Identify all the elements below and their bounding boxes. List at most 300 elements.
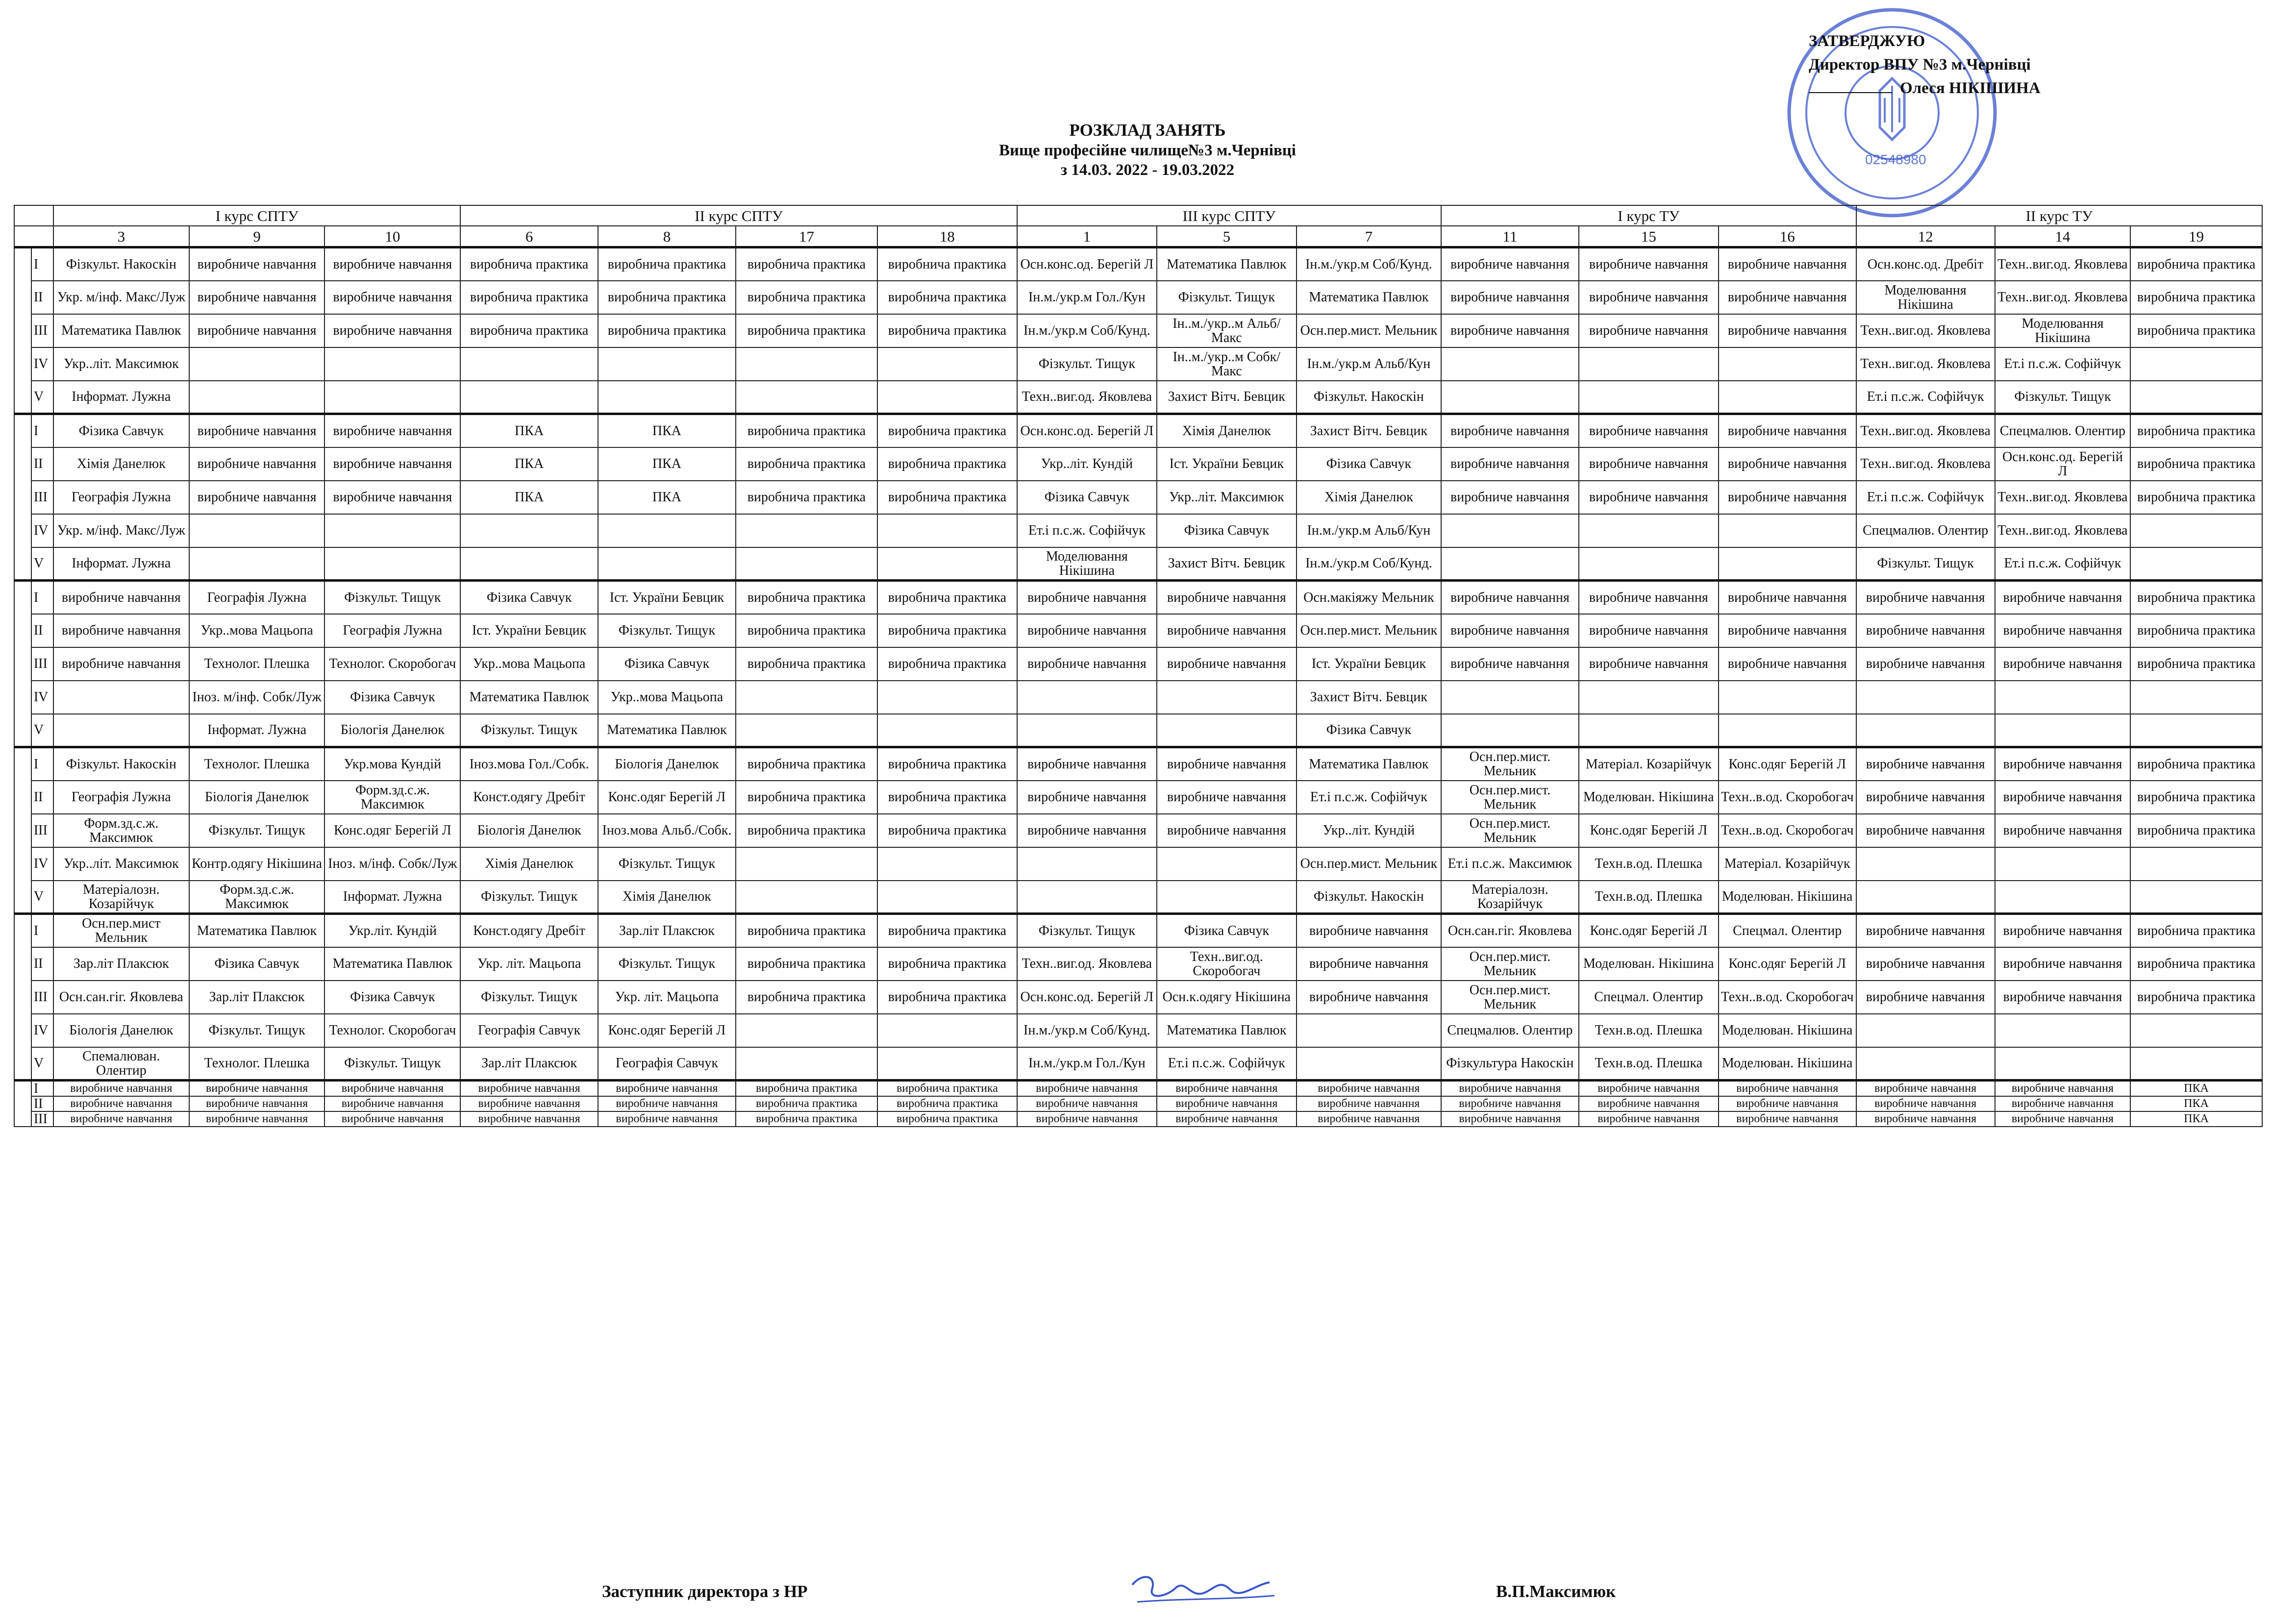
lesson-cell: виробниче навчання <box>324 1081 460 1097</box>
lesson-row <box>14 381 2262 414</box>
lesson-cell <box>324 381 460 414</box>
lesson-cell: Фізика Савчук <box>1297 714 1441 747</box>
approval-director: Директор ВПУ №3 м.Чернівці <box>1809 56 2031 74</box>
lesson-cell <box>1995 847 2131 881</box>
lesson-cell: Спецмал. Олентир <box>1579 981 1719 1014</box>
lesson-cell: виробнича практика <box>877 1111 1017 1127</box>
lesson-cell: виробниче навчання <box>1297 1111 1441 1127</box>
period-number: V <box>31 1047 53 1081</box>
lesson-row <box>14 947 2262 981</box>
period-number: ІІ <box>31 947 53 981</box>
lesson-cell: виробниче навчання <box>1719 314 1856 347</box>
lesson-cell: виробниче навчання <box>1017 1111 1157 1127</box>
lesson-cell: Інформат. Лужна <box>324 881 460 914</box>
course-header: І курс ТУ <box>1441 205 1856 226</box>
lesson-cell <box>1995 681 2131 714</box>
approval-block <box>1809 29 2250 100</box>
lesson-cell <box>736 347 877 381</box>
lesson-cell: виробнича практика <box>460 247 598 281</box>
lesson-cell: Техн..виг.од. Яковлева <box>1995 481 2131 514</box>
lesson-cell: виробниче навчання <box>189 247 325 281</box>
lesson-cell: Фізкульт. Тищук <box>460 881 598 914</box>
lesson-cell <box>53 714 189 747</box>
lesson-cell: Техн..виг.од. Яковлева <box>1995 281 2131 314</box>
lesson-cell <box>1441 347 1579 381</box>
lesson-cell: ПКА <box>460 481 598 514</box>
lesson-cell: Конс.одяг Берегій Л <box>598 781 736 814</box>
lesson-cell: Фізкульт. Тищук <box>1995 381 2131 414</box>
lesson-cell: Біологія Данелюк <box>598 747 736 781</box>
lesson-row <box>14 981 2262 1014</box>
svg-text:02548980: 02548980 <box>1865 152 1926 167</box>
lesson-cell: виробниче навчання <box>1719 1096 1856 1111</box>
lesson-cell: виробниче навчання <box>1441 1081 1579 1097</box>
lesson-row <box>14 481 2262 514</box>
lesson-cell: виробниче навчання <box>598 1111 736 1127</box>
lesson-cell <box>877 681 1017 714</box>
lesson-cell: Фізкульт. Тищук <box>324 581 460 614</box>
lesson-row <box>14 1081 2262 1097</box>
lesson-cell: Інформат. Лужна <box>189 714 325 747</box>
lesson-cell: Хімія Данелюк <box>460 847 598 881</box>
lesson-cell: Біологія Данелюк <box>53 1014 189 1047</box>
lesson-cell: Техн..виг.од. Яковлева <box>1995 514 2131 547</box>
lesson-cell: Зар.літ Плаксюк <box>598 914 736 947</box>
lesson-cell: Географія Лужна <box>189 581 325 614</box>
lesson-cell: виробниче навчання <box>1995 647 2131 681</box>
lesson-cell: Моделюван. Нікішина <box>1719 1047 1856 1081</box>
lesson-cell: Фізкульт. Накоскін <box>53 747 189 781</box>
lesson-cell: виробниче навчання <box>1441 414 1579 447</box>
lesson-cell: Біологія Данелюк <box>189 781 325 814</box>
lesson-cell: Укр. літ. Мацьопа <box>460 947 598 981</box>
lesson-cell: виробниче навчання <box>1297 914 1441 947</box>
period-number: ІІІ <box>31 814 53 847</box>
lesson-cell: виробниче навчання <box>1719 1111 1856 1127</box>
lesson-cell: Фізкульт. Тищук <box>460 714 598 747</box>
lesson-cell: Осн.пер.мист. Мельник <box>1297 847 1441 881</box>
lesson-cell <box>1579 547 1719 581</box>
lesson-cell: Моделювання Нікішина <box>1856 281 1995 314</box>
lesson-cell: Конст.одягу Дребіт <box>460 914 598 947</box>
lesson-cell <box>189 514 325 547</box>
lesson-cell: Техн..в.од. Скоробогач <box>1719 814 1856 847</box>
lesson-cell <box>877 347 1017 381</box>
lesson-cell <box>1157 681 1297 714</box>
lesson-cell: виробниче навчання <box>1441 1096 1579 1111</box>
lesson-cell: Математика Павлюк <box>189 914 325 947</box>
lesson-cell <box>2130 381 2262 414</box>
lesson-cell: Біологія Данелюк <box>460 814 598 847</box>
period-number: ІV <box>31 681 53 714</box>
period-number: І <box>31 581 53 614</box>
lesson-cell: Конс.одяг Берегій Л <box>598 1014 736 1047</box>
group-number: 16 <box>1719 226 1856 247</box>
lesson-cell: Осн.к.одягу Нікішина <box>1157 981 1297 1014</box>
lesson-cell: виробниче навчання <box>1719 247 1856 281</box>
lesson-cell: виробниче навчання <box>1157 781 1297 814</box>
lesson-cell: Ін.м./укр.м Соб/Кунд. <box>1017 314 1157 347</box>
lesson-row <box>14 581 2262 614</box>
lesson-cell: Ет.і п.с.ж. Софійчук <box>1157 1047 1297 1081</box>
lesson-cell: виробниче навчання <box>189 281 325 314</box>
lesson-cell: виробнича практика <box>877 781 1017 814</box>
lesson-cell: виробниче навчання <box>1017 647 1157 681</box>
lesson-cell <box>736 514 877 547</box>
lesson-cell: виробниче навчання <box>324 314 460 347</box>
lesson-cell <box>1856 681 1995 714</box>
period-number: ІІІ <box>31 314 53 347</box>
lesson-cell: виробниче навчання <box>1441 247 1579 281</box>
lesson-cell: Техн..виг.од. Скоробогач <box>1157 947 1297 981</box>
lesson-cell <box>1441 681 1579 714</box>
lesson-cell <box>877 514 1017 547</box>
lesson-cell: Форм.зд.с.ж. Максимюк <box>324 781 460 814</box>
lesson-cell: виробниче навчання <box>1579 1111 1719 1127</box>
lesson-cell: Математика Павлюк <box>324 947 460 981</box>
lesson-cell: виробниче навчання <box>1856 1096 1995 1111</box>
lesson-cell: виробнича практика <box>460 281 598 314</box>
lesson-cell: Географія Лужна <box>53 481 189 514</box>
lesson-cell: виробниче навчання <box>324 447 460 481</box>
lesson-cell: Захист Вітч. Бевцик <box>1157 381 1297 414</box>
lesson-row <box>14 1014 2262 1047</box>
period-number: І <box>31 747 53 781</box>
lesson-cell: виробниче навчання <box>1995 747 2131 781</box>
lesson-cell <box>598 514 736 547</box>
lesson-cell: виробнича практика <box>598 314 736 347</box>
lesson-cell: виробниче навчання <box>460 1081 598 1097</box>
lesson-cell: Фізкульт. Тищук <box>1856 547 1995 581</box>
lesson-cell: Інформат. Лужна <box>53 381 189 414</box>
lesson-cell: виробнича практика <box>736 1081 877 1097</box>
lesson-cell: Осн.конс.од. Берегій Л <box>1017 414 1157 447</box>
lesson-cell: Математика Павлюк <box>1157 247 1297 281</box>
period-number: ІV <box>31 514 53 547</box>
lesson-cell: виробнича практика <box>2130 914 2262 947</box>
period-number: ІІ <box>31 281 53 314</box>
course-header: І курс СПТУ <box>53 205 460 226</box>
lesson-cell: Техн.в.од. Плешка <box>1579 847 1719 881</box>
schedule-table <box>14 205 2263 1127</box>
lesson-row <box>14 881 2262 914</box>
lesson-cell <box>1856 714 1995 747</box>
lesson-cell: виробниче навчання <box>1719 414 1856 447</box>
period-number: ІV <box>31 1014 53 1047</box>
lesson-cell <box>1856 847 1995 881</box>
lesson-cell: виробнича практика <box>598 247 736 281</box>
lesson-row <box>14 647 2262 681</box>
lesson-cell: Укр. літ. Мацьопа <box>598 981 736 1014</box>
lesson-cell: Захист Вітч. Бевцик <box>1157 547 1297 581</box>
lesson-cell: Фізика Савчук <box>189 947 325 981</box>
lesson-cell <box>877 547 1017 581</box>
lesson-cell: Осн.конс.од. Дребіт <box>1856 247 1995 281</box>
lesson-cell <box>736 1014 877 1047</box>
group-number: 8 <box>598 226 736 247</box>
lesson-cell: Хімія Данелюк <box>598 881 736 914</box>
lesson-cell: Укр..літ. Кундій <box>1297 814 1441 847</box>
lesson-cell: Фізкульт. Тищук <box>189 814 325 847</box>
lesson-cell: виробниче навчання <box>1297 1096 1441 1111</box>
lesson-cell: ПКА <box>598 414 736 447</box>
day-label <box>14 747 31 914</box>
lesson-cell: виробниче навчання <box>1157 1081 1297 1097</box>
lesson-cell: виробнича практика <box>598 281 736 314</box>
lesson-cell <box>877 381 1017 414</box>
lesson-cell: виробниче навчання <box>53 1111 189 1127</box>
lesson-cell: Моделюван. Нікішина <box>1719 881 1856 914</box>
group-number: 6 <box>460 226 598 247</box>
lesson-cell: виробниче навчання <box>1017 781 1157 814</box>
lesson-cell: виробниче навчання <box>1995 914 2131 947</box>
lesson-cell: Техн..виг.од. Яковлева <box>1017 381 1157 414</box>
lesson-cell: Ет.і п.с.ж. Софійчук <box>1297 781 1441 814</box>
lesson-cell: ПКА <box>598 447 736 481</box>
lesson-cell <box>460 347 598 381</box>
lesson-cell: виробниче навчання <box>1995 1081 2131 1097</box>
lesson-cell: виробниче навчання <box>53 614 189 647</box>
lesson-cell: виробнича практика <box>736 581 877 614</box>
lesson-cell: Спемалюван. Олентир <box>53 1047 189 1081</box>
lesson-cell: виробниче навчання <box>1579 647 1719 681</box>
lesson-cell <box>1719 681 1856 714</box>
lesson-cell: Укр..літ. Кундій <box>1017 447 1157 481</box>
lesson-cell: Фізкульт. Тищук <box>1157 281 1297 314</box>
lesson-cell: Осн.пер.мист. Мельник <box>1441 947 1579 981</box>
lesson-cell: виробнича практика <box>736 947 877 981</box>
lesson-cell <box>877 1047 1017 1081</box>
lesson-cell <box>2130 681 2262 714</box>
lesson-cell: виробниче навчання <box>53 647 189 681</box>
lesson-cell: виробниче навчання <box>1995 947 2131 981</box>
lesson-cell: Спецмалюв. Олентир <box>1441 1014 1579 1047</box>
day-label <box>14 414 31 581</box>
lesson-cell: виробниче навчання <box>1157 1111 1297 1127</box>
lesson-cell: Географія Лужна <box>324 614 460 647</box>
lesson-cell: виробнича практика <box>2130 781 2262 814</box>
lesson-cell <box>1856 1047 1995 1081</box>
lesson-cell: Ет.і п.с.ж. Софійчук <box>1856 481 1995 514</box>
lesson-cell <box>736 1047 877 1081</box>
lesson-cell <box>1017 847 1157 881</box>
lesson-row <box>14 814 2262 847</box>
lesson-cell: Осн.макіяжу Мельник <box>1297 581 1441 614</box>
lesson-cell: ПКА <box>460 447 598 481</box>
period-number: ІІІ <box>31 981 53 1014</box>
lesson-cell <box>189 381 325 414</box>
lesson-cell <box>1297 1014 1441 1047</box>
lesson-row <box>14 347 2262 381</box>
lesson-cell <box>1719 547 1856 581</box>
lesson-cell: виробниче навчання <box>324 1111 460 1127</box>
lesson-cell: виробниче навчання <box>189 481 325 514</box>
lesson-cell <box>189 347 325 381</box>
lesson-cell: виробнича практика <box>2130 981 2262 1014</box>
lesson-cell: Хімія Данелюк <box>53 447 189 481</box>
lesson-cell: Математика Павлюк <box>460 681 598 714</box>
lesson-cell: виробнича практика <box>2130 814 2262 847</box>
lesson-cell: Техн.в.од. Плешка <box>1579 1014 1719 1047</box>
lesson-cell: ПКА <box>2130 1111 2262 1127</box>
lesson-cell: виробниче навчання <box>1995 814 2131 847</box>
lesson-cell: Фізкульт. Тищук <box>324 1047 460 1081</box>
lesson-cell: Укр.мова Кундій <box>324 747 460 781</box>
lesson-cell: виробнича практика <box>2130 314 2262 347</box>
lesson-cell: виробниче навчання <box>1297 947 1441 981</box>
period-number: ІІІ <box>31 481 53 514</box>
lesson-cell <box>736 714 877 747</box>
lesson-cell: Фізика Савчук <box>1157 914 1297 947</box>
lesson-cell: Фізкульт. Накоскін <box>1297 881 1441 914</box>
period-number: V <box>31 547 53 581</box>
lesson-cell <box>598 347 736 381</box>
group-number: 19 <box>2130 226 2262 247</box>
course-header: ІІІ курс СПТУ <box>1017 205 1441 226</box>
lesson-cell: виробниче навчання <box>1157 814 1297 847</box>
footer-position: Заступник директора з НР <box>602 1582 808 1601</box>
lesson-cell: виробниче навчання <box>1157 1096 1297 1111</box>
lesson-cell: Фізика Савчук <box>324 981 460 1014</box>
lesson-cell: виробнича практика <box>736 614 877 647</box>
group-number: 10 <box>324 226 460 247</box>
lesson-cell: виробниче навчання <box>189 314 325 347</box>
lesson-cell: Матеріал. Козарійчук <box>1579 747 1719 781</box>
lesson-cell: виробниче навчання <box>1579 447 1719 481</box>
group-number: 18 <box>877 226 1017 247</box>
lesson-cell: виробниче навчання <box>1017 747 1157 781</box>
lesson-cell: Осн.конс.од. Берегій Л <box>1017 247 1157 281</box>
period-number: ІІІ <box>31 1111 53 1127</box>
lesson-cell: Зар.літ Плаксюк <box>460 1047 598 1081</box>
lesson-cell: ПКА <box>2130 1096 2262 1111</box>
deputy-signature <box>1123 1570 1284 1609</box>
lesson-cell: Хімія Данелюк <box>1297 481 1441 514</box>
lesson-cell: Зар.літ Плаксюк <box>53 947 189 981</box>
title-main: РОЗКЛАД ЗАНЯТЬ <box>1069 121 1226 140</box>
lesson-cell <box>1719 714 1856 747</box>
lesson-cell: Фізкульт. Тищук <box>1017 914 1157 947</box>
lesson-cell: Фізкульт. Тищук <box>460 981 598 1014</box>
lesson-cell: Техн.в.од. Плешка <box>1579 1047 1719 1081</box>
lesson-row <box>14 447 2262 481</box>
lesson-cell: виробниче навчання <box>1157 747 1297 781</box>
lesson-cell <box>1297 1047 1441 1081</box>
lesson-cell: виробниче навчання <box>324 281 460 314</box>
lesson-cell: ПКА <box>2130 1081 2262 1097</box>
lesson-cell: виробниче навчання <box>1579 314 1719 347</box>
lesson-cell: Контр.одягу Нікішина <box>189 847 325 881</box>
lesson-cell: виробниче навчання <box>1579 281 1719 314</box>
period-number: V <box>31 381 53 414</box>
lesson-cell: Географія Лужна <box>53 781 189 814</box>
lesson-cell: Техн..виг.од. Яковлева <box>1856 347 1995 381</box>
lesson-cell: Захист Вітч. Бевцик <box>1297 414 1441 447</box>
lesson-cell: виробнича практика <box>736 747 877 781</box>
lesson-cell: виробниче навчання <box>1441 581 1579 614</box>
lesson-cell <box>1719 514 1856 547</box>
lesson-cell: Математика Павлюк <box>1297 747 1441 781</box>
lesson-cell: виробнича практика <box>877 314 1017 347</box>
lesson-row <box>14 781 2262 814</box>
lesson-cell: Біологія Данелюк <box>324 714 460 747</box>
lesson-cell <box>2130 881 2262 914</box>
lesson-cell: виробнича практика <box>877 481 1017 514</box>
lesson-cell: Укр..літ. Максимюк <box>53 347 189 381</box>
lesson-cell <box>2130 547 2262 581</box>
lesson-cell <box>736 881 877 914</box>
lesson-cell: виробнича практика <box>2130 614 2262 647</box>
lesson-cell: виробниче навчання <box>1017 581 1157 614</box>
lesson-cell: Зар.літ Плаксюк <box>189 981 325 1014</box>
lesson-cell <box>736 381 877 414</box>
lesson-cell: виробниче навчання <box>598 1096 736 1111</box>
lesson-cell: Географія Савчук <box>460 1014 598 1047</box>
lesson-cell: виробниче навчання <box>1579 1096 1719 1111</box>
lesson-cell <box>189 547 325 581</box>
lesson-row <box>14 1096 2262 1111</box>
lesson-cell <box>598 547 736 581</box>
period-number: V <box>31 714 53 747</box>
lesson-cell: виробниче навчання <box>1579 247 1719 281</box>
lesson-cell <box>1441 714 1579 747</box>
lesson-cell: Фізика Савчук <box>324 681 460 714</box>
group-number: 3 <box>53 226 189 247</box>
lesson-cell: Осн.сан.гіг. Яковлева <box>1441 914 1579 947</box>
lesson-cell: виробниче навчання <box>1995 1111 2131 1127</box>
lesson-cell: Фізика Савчук <box>598 647 736 681</box>
lesson-cell: Ін.м./укр.м Соб/Кунд. <box>1017 1014 1157 1047</box>
lesson-cell: виробнича практика <box>2130 581 2262 614</box>
lesson-cell: виробнича практика <box>736 447 877 481</box>
lesson-cell <box>1856 1014 1995 1047</box>
lesson-cell <box>1441 381 1579 414</box>
lesson-cell: Осн.конс.од. Берегій Л <box>1995 447 2131 481</box>
lesson-cell: виробнича практика <box>2130 947 2262 981</box>
lesson-cell: виробниче навчання <box>1441 614 1579 647</box>
lesson-cell: виробнича практика <box>877 1096 1017 1111</box>
lesson-cell: ПКА <box>598 481 736 514</box>
lesson-cell <box>1995 714 2131 747</box>
lesson-cell: виробниче навчання <box>324 247 460 281</box>
group-number: 9 <box>189 226 325 247</box>
lesson-cell <box>1017 714 1157 747</box>
period-number: ІІ <box>31 447 53 481</box>
lesson-cell: виробнича практика <box>877 247 1017 281</box>
lesson-cell: Форм.зд.с.ж. Максимюк <box>53 814 189 847</box>
lesson-cell: Техн.в.од. Плешка <box>1579 881 1719 914</box>
lesson-cell: виробнича практика <box>877 914 1017 947</box>
lesson-cell: виробнича практика <box>736 647 877 681</box>
period-number: І <box>31 1081 53 1097</box>
lesson-cell: Математика Павлюк <box>1157 1014 1297 1047</box>
lesson-cell: Укр..літ. Максимюк <box>53 847 189 881</box>
period-number: ІІ <box>31 614 53 647</box>
lesson-cell: виробниче навчання <box>1157 581 1297 614</box>
lesson-cell: виробнича практика <box>2130 281 2262 314</box>
lesson-cell: Осн.конс.од. Берегій Л <box>1017 981 1157 1014</box>
lesson-cell: виробнича практика <box>736 414 877 447</box>
lesson-cell: Фізкульт. Тищук <box>598 614 736 647</box>
lesson-cell: Техн..виг.од. Яковлева <box>1856 414 1995 447</box>
lesson-cell: виробниче навчання <box>1856 981 1995 1014</box>
lesson-cell: виробниче навчання <box>53 1081 189 1097</box>
lesson-cell: виробниче навчання <box>1017 1096 1157 1111</box>
lesson-cell: виробниче навчання <box>53 581 189 614</box>
lesson-cell: Укр..літ. Максимюк <box>1157 481 1297 514</box>
lesson-cell: виробниче навчання <box>1856 647 1995 681</box>
lesson-cell: Осн.пер.мист. Мельник <box>1297 614 1441 647</box>
